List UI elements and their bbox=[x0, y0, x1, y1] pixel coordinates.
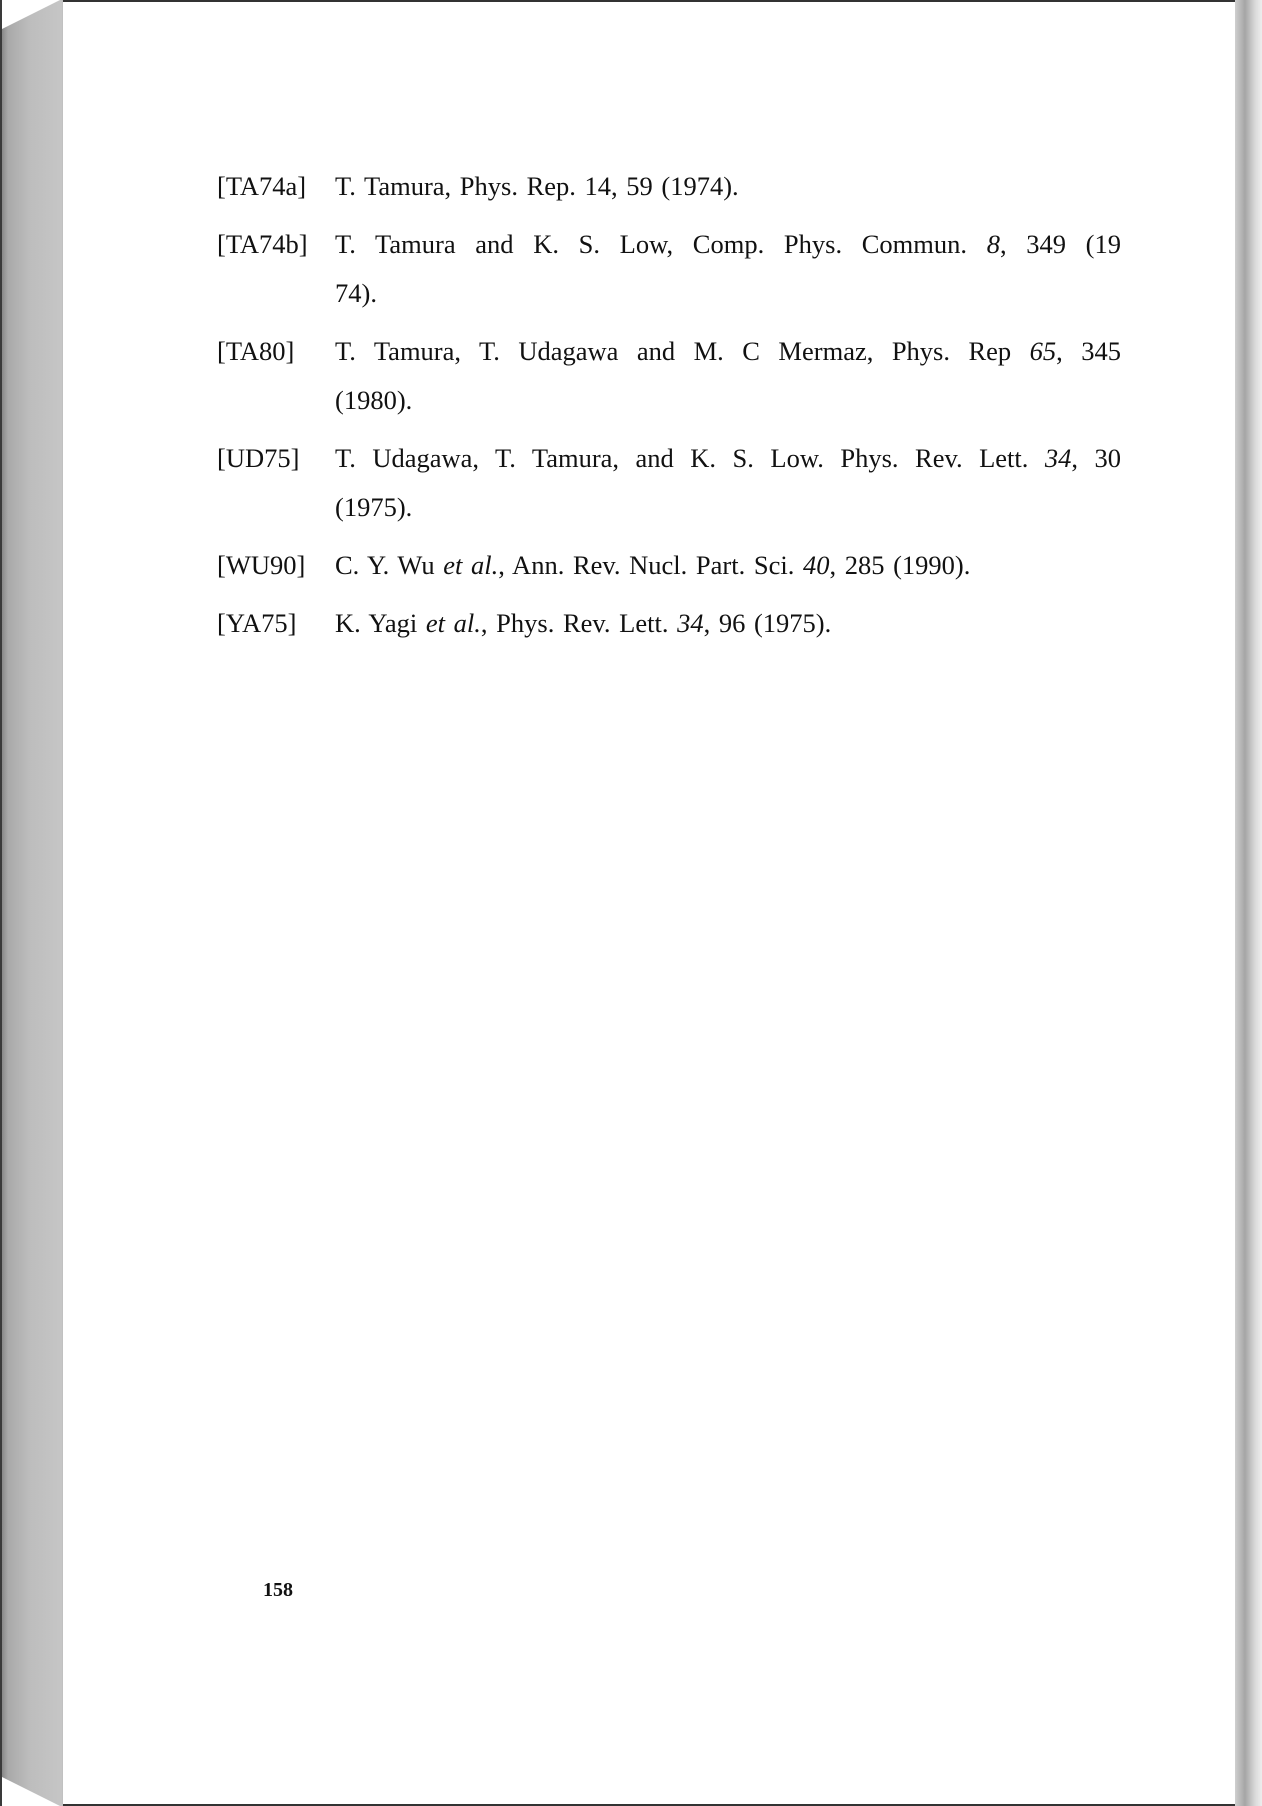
reference-key: [WU90] bbox=[217, 550, 306, 580]
reference-italic-text: et al. bbox=[443, 550, 499, 580]
reference-line bbox=[335, 162, 1121, 211]
reference-entry bbox=[217, 220, 1121, 318]
reference-line bbox=[335, 599, 1121, 648]
reference-line bbox=[335, 327, 1121, 376]
reference-italic-text: 34 bbox=[677, 608, 704, 638]
reference-key: [UD75] bbox=[217, 443, 300, 473]
reference-text: T. Tamura and K. S. Low, Comp. Phys. Commun. bbox=[335, 229, 987, 259]
reference-body bbox=[335, 327, 1121, 425]
reference-list bbox=[217, 162, 1121, 657]
reference-entry bbox=[217, 541, 1121, 590]
reference-entry bbox=[217, 327, 1121, 425]
reference-key: [YA75] bbox=[217, 608, 297, 638]
reference-body bbox=[335, 434, 1121, 532]
reference-text: , 30 bbox=[1071, 443, 1122, 473]
reference-line bbox=[335, 220, 1121, 269]
reference-text: , 96 (1975). bbox=[703, 608, 832, 638]
reference-italic-text: 65 bbox=[1029, 336, 1057, 366]
reference-text: (1980). bbox=[335, 385, 413, 415]
reference-key: [TA74b] bbox=[217, 229, 308, 259]
reference-text: T. Tamura, T. Udagawa and M. C Mermaz, Phys. Rep bbox=[335, 336, 1030, 366]
reference-text: T. Tamura, Phys. Rep. 14, 59 (1974). bbox=[335, 171, 739, 201]
reference-text: K. Yagi bbox=[335, 608, 426, 638]
reference-text: , Phys. Rev. Lett. bbox=[480, 608, 678, 638]
reference-text: C. Y. Wu bbox=[335, 550, 444, 580]
reference-body bbox=[335, 162, 1121, 211]
book-right-edge bbox=[1235, 0, 1262, 1806]
reference-text: , 349 (19 bbox=[999, 229, 1121, 259]
page-number: 158 bbox=[263, 1579, 293, 1601]
reference-italic-text: 34 bbox=[1044, 443, 1072, 473]
reference-line bbox=[335, 483, 1121, 532]
book-left-edge bbox=[0, 0, 66, 1806]
reference-key: [TA80] bbox=[217, 336, 295, 366]
reference-body bbox=[335, 220, 1121, 318]
reference-line bbox=[335, 269, 1121, 318]
reference-line bbox=[335, 541, 1121, 590]
reference-entry bbox=[217, 599, 1121, 648]
reference-text: (1975). bbox=[335, 492, 413, 522]
book-left-edge-shadow bbox=[0, 0, 2, 1806]
reference-italic-text: 40 bbox=[802, 550, 830, 580]
reference-line bbox=[335, 376, 1121, 425]
reference-italic-text: 8 bbox=[986, 229, 1000, 259]
reference-text: , 345 bbox=[1056, 336, 1121, 366]
reference-body bbox=[335, 541, 1121, 590]
reference-body bbox=[335, 599, 1121, 648]
reference-text: T. Udagawa, T. Tamura, and K. S. Low. Phys. Rev. Lett. bbox=[335, 443, 1045, 473]
reference-entry bbox=[217, 434, 1121, 532]
reference-key: [TA74a] bbox=[217, 171, 307, 201]
reference-text: 74). bbox=[335, 278, 377, 308]
reference-text: , 285 (1990). bbox=[829, 550, 971, 580]
reference-text: , Ann. Rev. Nucl. Part. Sci. bbox=[498, 550, 803, 580]
reference-entry bbox=[217, 162, 1121, 211]
reference-line bbox=[335, 434, 1121, 483]
reference-italic-text: et al. bbox=[425, 608, 481, 638]
